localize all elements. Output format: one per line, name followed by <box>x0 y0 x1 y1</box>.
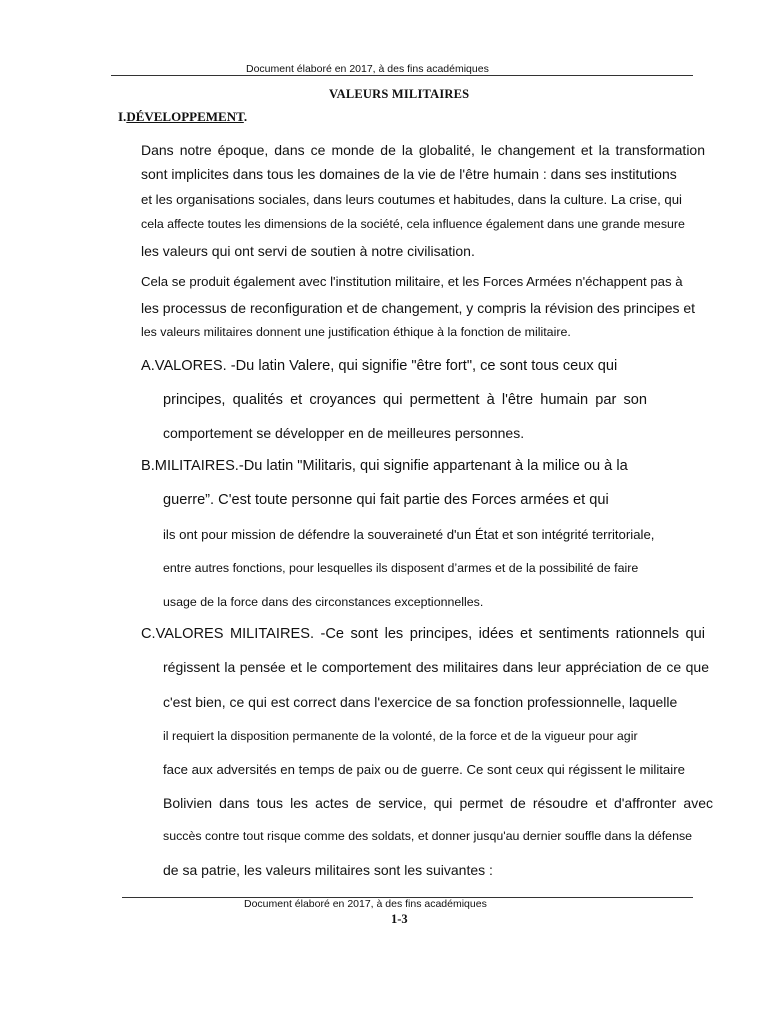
definition-a-line: principes, qualités et croyances qui permettent à l'être humain par son <box>163 392 647 408</box>
definition-b-line: guerre”. C'est toute personne qui fait partie des Forces armées et qui <box>163 492 609 508</box>
para2-line: Cela se produit également avec l'institution militaire, et les Forces Armées n'échappent pas à <box>141 274 683 289</box>
section-heading <box>118 109 247 125</box>
intro-line: les valeurs qui ont servi de soutien à notre civilisation. <box>141 243 475 259</box>
section-suffix: . <box>243 109 248 124</box>
definition-c-line: Bolivien dans tous les actes de service, qui permet de résoudre et d'affronter avec <box>163 795 713 811</box>
intro-line: et les organisations sociales, dans leurs coutumes et habitudes, dans la culture. La crise, qui <box>141 192 682 207</box>
definition-c-line: régissent la pensée et le comportement des militaires dans leur appréciation de ce que <box>163 659 709 675</box>
footer-note: Document élaboré en 2017, à des fins académiques <box>244 898 487 910</box>
document-title: VALEURS MILITAIRES <box>329 87 470 101</box>
intro-line: Dans notre époque, dans ce monde de la globalité, le changement et la transformation <box>141 142 705 158</box>
intro-line: sont implicites dans tous les domaines de la vie de l'être humain : dans ses institutions <box>141 166 677 182</box>
definition-c-line: c'est bien, ce qui est correct dans l'exercice de sa fonction professionnelle, laquelle <box>163 694 678 710</box>
section-number: I. <box>118 109 127 124</box>
definition-c-line: il requiert la disposition permanente de la volonté, de la force et de la vigueur pour agir <box>163 729 638 743</box>
definition-b-line: ils ont pour mission de défendre la souveraineté d'un État et son intégrité territoriale, <box>163 527 655 542</box>
intro-line: cela affecte toutes les dimensions de la société, cela influence également dans une grande mesure <box>141 217 685 231</box>
definition-b-line: entre autres fonctions, pour lesquelles ils disposent d’armes et de la possibilité de faire <box>163 561 639 575</box>
para2-line: les processus de reconfiguration et de changement, y compris la révision des principes et <box>141 300 696 316</box>
definition-c-line: face aux adversités en temps de paix ou de guerre. Ce sont ceux qui régissent le militaire <box>163 762 685 777</box>
definition-b-line: B.MILITAIRES.-Du latin "Militaris, qui signifie appartenant à la milice ou à la <box>141 458 628 474</box>
para2-line: les valeurs militaires donnent une justification éthique à la fonction de militaire. <box>141 325 571 339</box>
definition-c-line: C.VALORES MILITAIRES. -Ce sont les principes, idées et sentiments rationnels qui <box>141 626 705 642</box>
page-number: 1-3 <box>391 912 408 926</box>
section-label: DÉVELOPPEMENT <box>126 109 244 124</box>
header-note: Document élaboré en 2017, à des fins académiques <box>246 63 489 75</box>
definition-b-line: usage de la force dans des circonstances exceptionnelles. <box>163 595 484 609</box>
header-rule <box>111 75 693 76</box>
definition-a-line: A.VALORES. -Du latin Valere, qui signifie "être fort", ce sont tous ceux qui <box>141 358 618 374</box>
definition-c-line: succès contre tout risque comme des soldats, et donner jusqu'au dernier souffle dans la défense <box>163 829 693 843</box>
definition-c-line: de sa patrie, les valeurs militaires sont les suivantes : <box>163 862 493 878</box>
definition-a-line: comportement se développer en de meilleures personnes. <box>163 425 525 441</box>
